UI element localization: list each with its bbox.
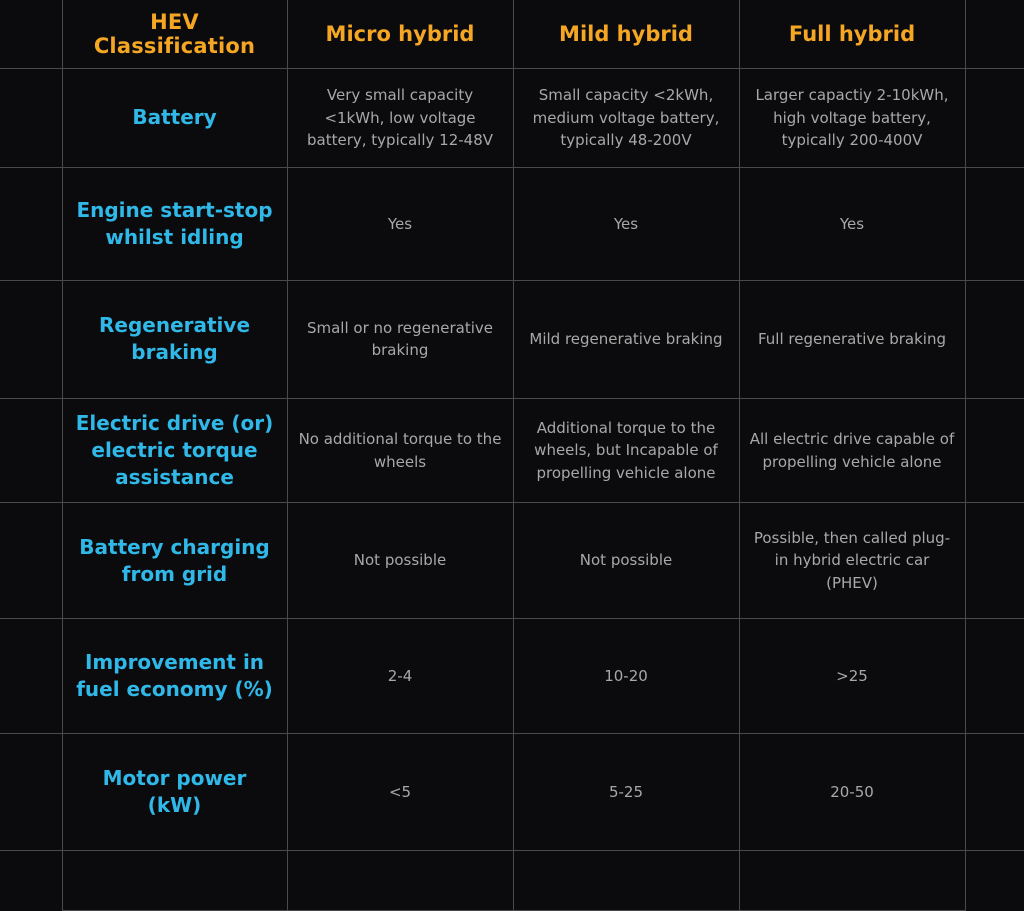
table-row — [0, 68, 1024, 168]
header-column-mild: Mild hybrid — [513, 0, 739, 68]
header-column-micro: Micro hybrid — [287, 0, 513, 68]
cell-motor-power-full: 20-50 — [739, 733, 965, 850]
cell-charging-full: Possible, then called plug-in hybrid electric car (PHEV) — [739, 503, 965, 618]
cell-electric-drive-micro: No additional torque to the wheels — [287, 398, 513, 503]
gutter-cell-left — [0, 0, 62, 68]
gutter-cell-left — [0, 503, 62, 618]
cell-motor-power-micro: <5 — [287, 733, 513, 850]
table-row — [0, 503, 1024, 618]
gutter-cell-right — [965, 168, 1024, 281]
gutter-cell-right — [965, 68, 1024, 168]
row-label-fuel-economy: Improvement in fuel economy (%) — [62, 618, 287, 733]
gutter-cell-left — [0, 281, 62, 398]
gutter-cell-right — [965, 733, 1024, 850]
table-row — [0, 281, 1024, 398]
row-label-engine-start-stop: Engine start-stop whilst idling — [62, 168, 287, 281]
cell-start-stop-full: Yes — [739, 168, 965, 281]
gutter-cell-left — [0, 733, 62, 850]
gutter-cell-left — [0, 68, 62, 168]
table-row-empty — [0, 851, 1024, 911]
cell-charging-mild: Not possible — [513, 503, 739, 618]
table-row — [0, 618, 1024, 733]
row-label-empty — [62, 851, 287, 911]
cell-empty-full — [739, 851, 965, 911]
cell-battery-micro: Very small capacity <1kWh, low voltage battery, typically 12-48V — [287, 68, 513, 168]
gutter-cell-left — [0, 851, 62, 911]
gutter-cell-right — [965, 618, 1024, 733]
cell-electric-drive-full: All electric drive capable of propelling vehicle alone — [739, 398, 965, 503]
row-label-motor-power: Motor power (kW) — [62, 733, 287, 850]
gutter-cell-right — [965, 281, 1024, 398]
table-row — [0, 733, 1024, 850]
table-row — [0, 168, 1024, 281]
row-label-electric-drive: Electric drive (or) electric torque assistance — [62, 398, 287, 503]
cell-regen-full: Full regenerative braking — [739, 281, 965, 398]
row-label-regenerative-braking: Regenerative braking — [62, 281, 287, 398]
cell-electric-drive-mild: Additional torque to the wheels, but Incapable of propelling vehicle alone — [513, 398, 739, 503]
cell-motor-power-mild: 5-25 — [513, 733, 739, 850]
table-header-row — [0, 0, 1024, 68]
gutter-cell-right — [965, 398, 1024, 503]
gutter-cell-right — [965, 851, 1024, 911]
row-label-battery: Battery — [62, 68, 287, 168]
gutter-cell-right — [965, 0, 1024, 68]
cell-regen-micro: Small or no regenerative braking — [287, 281, 513, 398]
cell-battery-full: Larger capactiy 2-10kWh, high voltage battery, typically 200-400V — [739, 68, 965, 168]
cell-regen-mild: Mild regenerative braking — [513, 281, 739, 398]
cell-start-stop-micro: Yes — [287, 168, 513, 281]
header-column-full: Full hybrid — [739, 0, 965, 68]
cell-fuel-economy-full: >25 — [739, 618, 965, 733]
cell-empty-micro — [287, 851, 513, 911]
cell-fuel-economy-micro: 2-4 — [287, 618, 513, 733]
gutter-cell-right — [965, 503, 1024, 618]
cell-start-stop-mild: Yes — [513, 168, 739, 281]
table-row — [0, 398, 1024, 503]
cell-battery-mild: Small capacity <2kWh, medium voltage battery, typically 48-200V — [513, 68, 739, 168]
gutter-cell-left — [0, 168, 62, 281]
header-classification-label: HEV Classification — [62, 0, 287, 68]
cell-charging-micro: Not possible — [287, 503, 513, 618]
row-label-battery-charging: Battery charging from grid — [62, 503, 287, 618]
cell-empty-mild — [513, 851, 739, 911]
cell-fuel-economy-mild: 10-20 — [513, 618, 739, 733]
gutter-cell-left — [0, 618, 62, 733]
gutter-cell-left — [0, 398, 62, 503]
